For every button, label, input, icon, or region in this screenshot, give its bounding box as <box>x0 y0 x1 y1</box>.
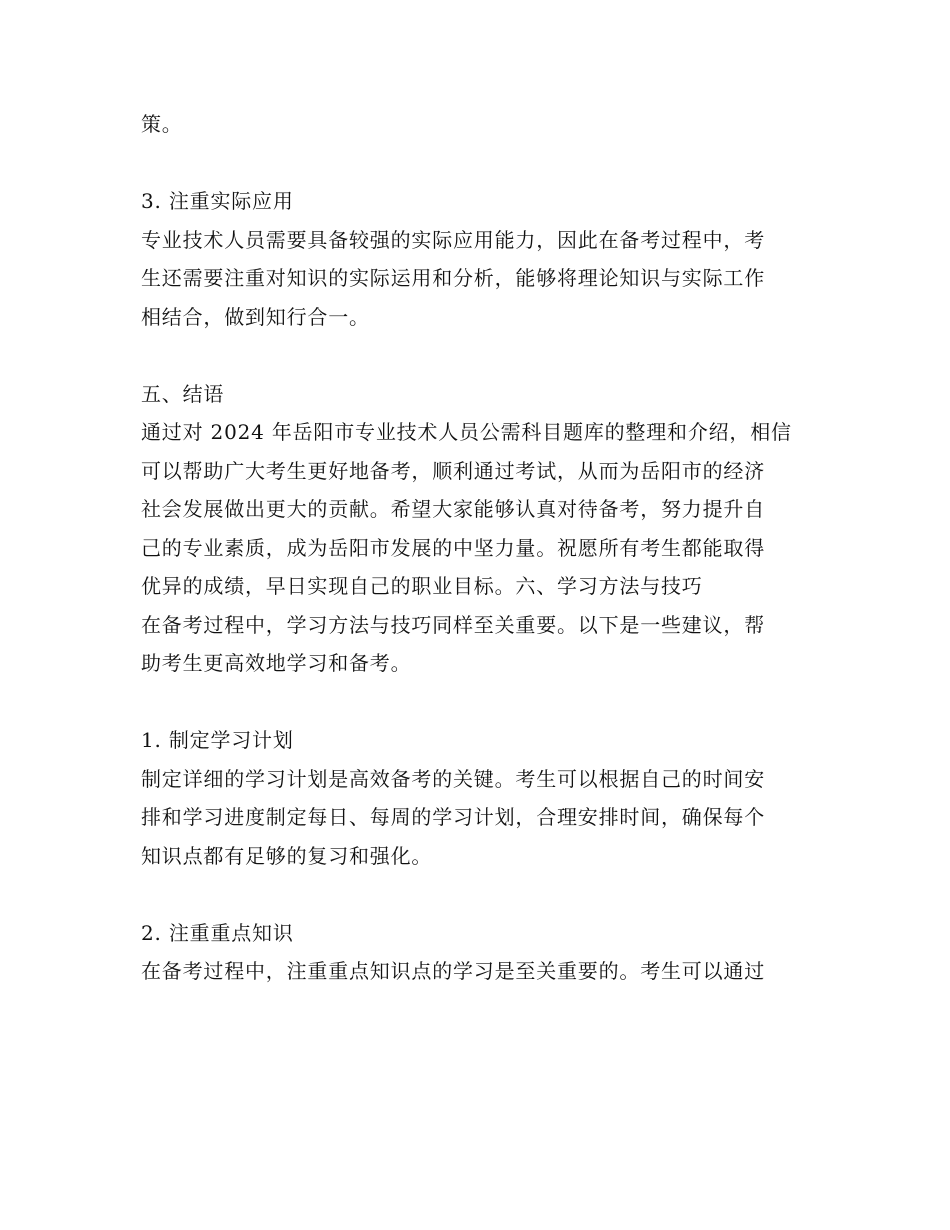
text-line: 知识点都有足够的复习和强化。 <box>141 843 433 868</box>
text-line: 己的专业素质，成为岳阳市发展的中坚力量。祝愿所有考生都能取得 <box>141 535 765 560</box>
text-line: 在备考过程中，注重重点知识点的学习是至关重要的。考生可以通过 <box>141 959 765 983</box>
text-line: 生还需要注重对知识的实际运用和分析，能够将理论知识与实际工作 <box>141 266 765 290</box>
text-line: 排和学习进度制定每日、每周的学习计划，合理安排时间，确保每个 <box>141 805 765 829</box>
text-line: 相结合，做到知行合一。 <box>141 304 370 329</box>
section-heading: 1. 制定学习计划 <box>141 728 294 752</box>
blank-line <box>141 683 821 722</box>
section-heading: 3. 注重实际应用 <box>141 189 294 213</box>
blank-line <box>141 336 821 375</box>
text-line: 制定详细的学习计划是高效备考的关键。考生可以根据自己的时间安 <box>141 766 765 791</box>
text-line: 策。 <box>141 112 183 136</box>
text-line: 通过对 2024 年岳阳市专业技术人员公需科目题库的整理和介绍，相信 <box>141 420 792 444</box>
text-line: 社会发展做出更大的贡献。希望大家能够认真对待备考，努力提升自 <box>141 497 765 521</box>
section-heading: 2. 注重重点知识 <box>141 920 294 945</box>
blank-line <box>141 144 821 183</box>
text-line: 可以帮助广大考生更好地备考，顺利通过考试，从而为岳阳市的经济 <box>141 458 765 483</box>
section-heading: 五、结语 <box>141 381 225 406</box>
text-line: 在备考过程中，学习方法与技巧同样至关重要。以下是一些建议，帮 <box>141 612 765 637</box>
text-line: 优异的成绩，早日实现自己的职业目标。六、学习方法与技巧 <box>141 574 703 598</box>
text-line: 助考生更高效地学习和备考。 <box>141 651 412 675</box>
blank-line <box>141 875 821 914</box>
document-body <box>141 105 821 991</box>
text-line: 专业技术人员需要具备较强的实际应用能力，因此在备考过程中，考 <box>141 227 765 252</box>
